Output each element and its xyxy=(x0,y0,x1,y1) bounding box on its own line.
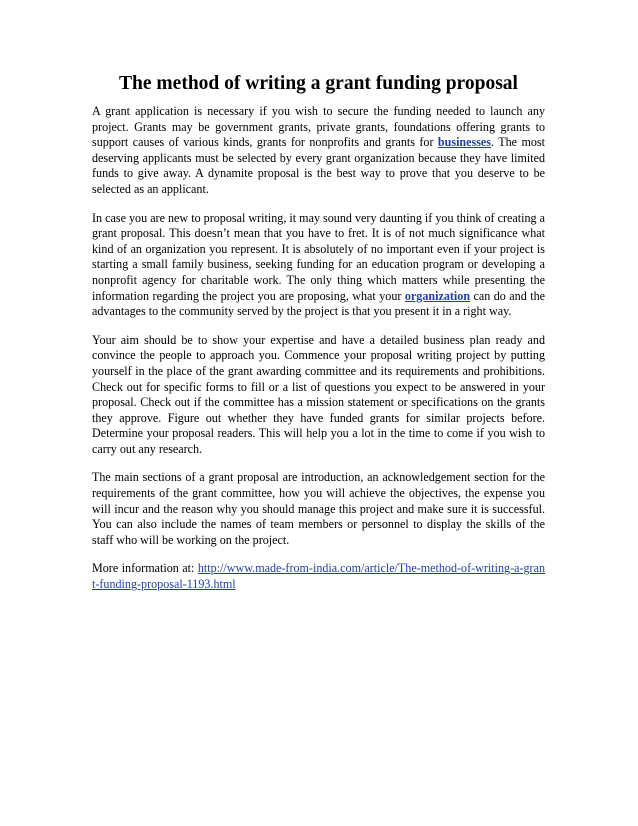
paragraph-new-writers-text-end: can do and the advantages to the community served by the project is that you present it in a right way. xyxy=(92,288,545,319)
paragraph-intro-text-start: A grant application is necessary if you wish to secure the funding needed to launch any project. Grants may be government grants, private grants, foundations offering grants to support causes of various kinds, grants for nonprofits and grants for xyxy=(92,104,545,150)
more-info-label: More information at: xyxy=(92,561,198,576)
paragraph-new-writers-text-start: In case you are new to proposal writing, it may sound very daunting if you think of creating a grant proposal. This doesn’t mean that you have to fret. It is of not much significance what kind of an organization you represent. It is absolutely of no important even if your project is starting a small family business, seeking funding for an education program or developing a nonprofit agency for charitable work. The only thing which matters while presenting the information regarding the project you are proposing, what your xyxy=(92,210,545,303)
paragraph-intro xyxy=(92,104,545,198)
document-page xyxy=(92,72,545,606)
businesses-link[interactable]: businesses xyxy=(437,135,492,150)
paragraph-more-info xyxy=(92,561,545,592)
paragraph-new-writers xyxy=(92,211,545,320)
paragraph-intro-text-end: . The most deserving applicants must be selected by every grant organization because they have limited funds to give away. A dynamite proposal is the best way to prove that you deserve to be selected as an applicant. xyxy=(92,135,545,196)
organization-link[interactable]: organization xyxy=(404,288,471,303)
paragraph-sections: The main sections of a grant proposal are introduction, an acknowledgement section for the requirements of the grant committee, how you will achieve the objectives, the expense you will incur and the reason why you should manage this project and make sure it is successful. You can also include the names of team members or personnel to display the skills of the staff who will be working on the project. xyxy=(92,470,545,547)
paragraph-aim: Your aim should be to show your expertise and have a detailed business plan ready and convince the people to approach you. Commence your proposal writing project by putting yourself in the place of the grant awarding committee and its requirements and prohibitions. Check out for specific forms to fill or a list of questions you expect to be answered in your proposal. Check out if the committee has a mission statement or specifications on the grants they approve. Figure out whether they have funded grants for similar projects before. Determine your proposal readers. This will help you a lot in the time to come if you wish to carry out any research. xyxy=(92,332,545,456)
source-article-link[interactable]: http://www.made-from-india.com/article/The-method-of-writing-a-grant-funding-proposal-1193.html xyxy=(92,561,545,592)
page-title: The method of writing a grant funding proposal xyxy=(119,73,518,94)
